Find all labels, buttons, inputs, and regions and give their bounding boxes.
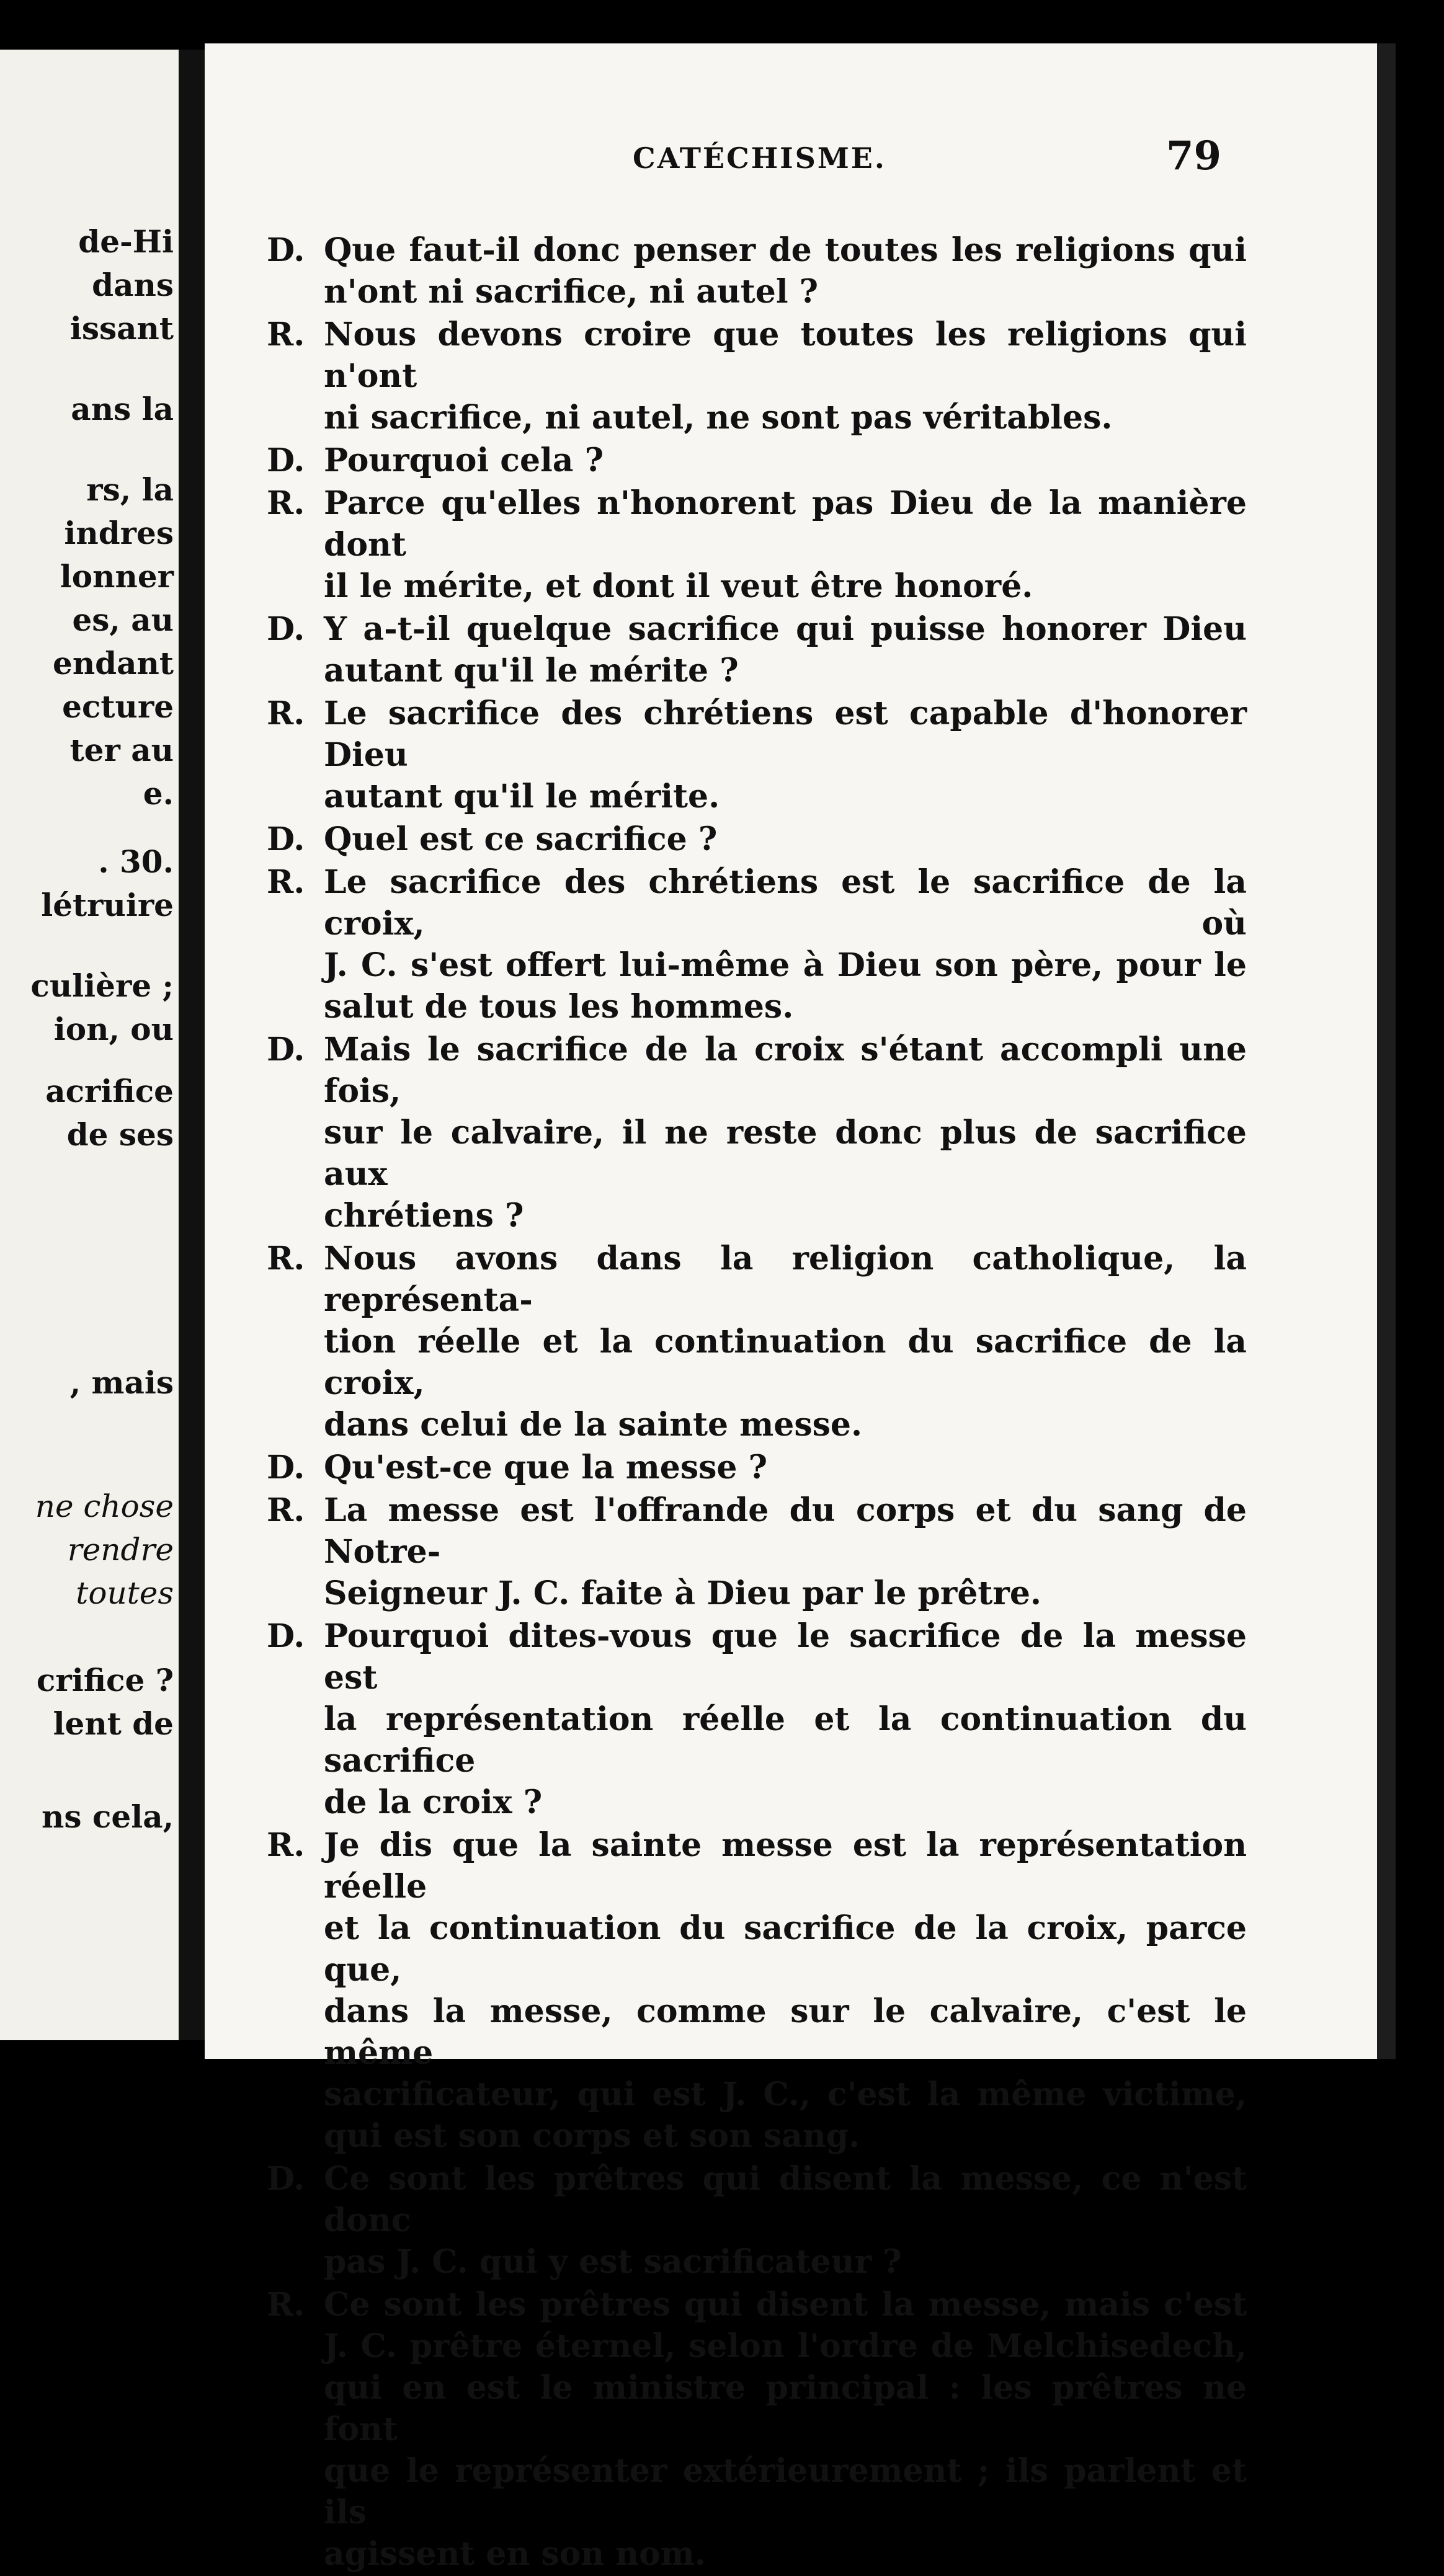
entry-text: [324, 440, 1247, 481]
entry-marker: D.: [267, 1449, 305, 1486]
answer-entry: [267, 1490, 1247, 1614]
text-line: Pourquoi dites-vous que le sacrifice de la messe est: [324, 1617, 1247, 1697]
text-line: salut de tous les hommes.: [324, 988, 794, 1026]
left-page-text-fragment: rendre: [67, 1532, 174, 1568]
text-line: autant qu'il le mérite ?: [324, 652, 739, 690]
text-line: Mais le sacrifice de la croix s'étant accompli une fois,: [324, 1031, 1247, 1110]
text-line: sur le calvaire, il ne reste donc plus de sacrifice aux: [324, 1114, 1247, 1193]
page-number: 79: [1166, 133, 1222, 179]
text-line: que le représenter extérieurement ; ils parlent et ils: [324, 2452, 1247, 2531]
running-head: CATÉCHISME.: [633, 141, 886, 175]
text-line: la représentation réelle et la continuation du sacrifice: [324, 1700, 1247, 1780]
entry-text: [324, 1824, 1247, 2157]
text-line: Je dis que la sainte messe est la représentation réelle: [324, 1826, 1247, 1906]
text-line: tion réelle et la continuation du sacrifice de la croix,: [324, 1323, 1247, 1402]
left-page-text-fragment: lonner: [60, 558, 174, 595]
text-line: n'ont ni sacrifice, ni autel ?: [324, 273, 819, 311]
text-line: Seigneur J. C. faite à Dieu par le prêtre.: [324, 1574, 1041, 1612]
entry-text: [324, 2158, 1247, 2283]
entry-marker: R.: [267, 2286, 305, 2324]
text-line: qui en est le ministre principal : les prêtres ne font: [324, 2369, 1247, 2448]
text-line: Ce sont les prêtres qui disent la messe, ce n'est donc: [324, 2160, 1247, 2239]
text-line: Nous devons croire que toutes les religions qui n'ont: [324, 316, 1247, 395]
question-entry: [267, 1615, 1247, 1823]
entry-marker: R.: [267, 1240, 305, 1277]
entry-marker: R.: [267, 484, 305, 522]
entry-text: [324, 1490, 1247, 1614]
text-line: dans la messe, comme sur le calvaire, c'est le même: [324, 1992, 1247, 2072]
left-page-text-fragment: de-Hi: [78, 223, 174, 260]
answer-entry: [267, 482, 1247, 607]
question-entry: [267, 1447, 1247, 1488]
left-page-text-fragment: crifice ?: [36, 1662, 174, 1699]
catechism-qa-list: [267, 229, 1247, 2576]
page-header: [205, 133, 1377, 180]
question-entry: [267, 819, 1247, 860]
entry-marker: R.: [267, 316, 305, 353]
text-line: sacrificateur, qui est J. C., c'est la même victime,: [324, 2076, 1247, 2113]
entry-marker: D.: [267, 1617, 305, 1655]
text-line: pas J. C. qui y est sacrificateur ?: [324, 2243, 902, 2281]
left-page-text-fragment: ter au: [69, 732, 174, 768]
text-line: et la continuation du sacrifice de la croix, parce que,: [324, 1909, 1247, 1989]
question-entry: [267, 2158, 1247, 2283]
text-line: Pourquoi cela ?: [324, 442, 604, 479]
text-line: Le sacrifice des chrétiens est capable d'honorer Dieu: [324, 695, 1247, 774]
text-line: Le sacrifice des chrétiens est le sacrifice de la croix, où: [324, 863, 1247, 943]
left-page-text-fragment: ecture: [62, 688, 174, 725]
text-line: Quel est ce sacrifice ?: [324, 820, 718, 858]
entry-text: [324, 1447, 1247, 1488]
left-page-text-fragment: indres: [64, 515, 174, 551]
answer-entry: [267, 1238, 1247, 1446]
text-line: Ce sont les prêtres qui disent la messe, mais c'est: [324, 2286, 1247, 2324]
question-entry: [267, 608, 1247, 691]
entry-marker: D.: [267, 231, 305, 269]
left-page-text-fragment: , mais: [69, 1364, 174, 1401]
left-page-text-fragment: rs, la: [86, 471, 174, 508]
text-line: autant qu'il le mérite.: [324, 778, 720, 815]
entry-text: [324, 229, 1247, 313]
answer-entry: [267, 1824, 1247, 2157]
answer-entry: [267, 2284, 1247, 2575]
left-page-text-fragment: es, au: [72, 602, 174, 638]
left-page-text-fragment: ion, ou: [53, 1011, 174, 1047]
left-page-text-fragment: dans: [92, 267, 174, 303]
entry-marker: D.: [267, 820, 305, 858]
text-line: Nous avons dans la religion catholique, la représenta-: [324, 1240, 1247, 1319]
entry-text: [324, 819, 1247, 860]
left-page-text-fragment: toutes: [76, 1575, 174, 1611]
text-line: Y a-t-il quelque sacrifice qui puisse honorer Dieu: [324, 610, 1247, 648]
answer-entry: [267, 693, 1247, 817]
left-page-text-fragment: létruire: [41, 887, 174, 923]
entry-marker: R.: [267, 1826, 305, 1864]
text-line: il le mérite, et dont il veut être honoré.: [324, 567, 1033, 605]
entry-marker: R.: [267, 695, 305, 732]
entry-text: [324, 314, 1247, 438]
answer-entry: [267, 861, 1247, 1028]
text-line: J. C. prêtre éternel, selon l'ordre de Melchisedech,: [324, 2327, 1247, 2365]
left-page-text-fragment: ns cela,: [42, 1798, 174, 1835]
left-page-text-fragment: e.: [143, 775, 174, 812]
answer-entry: [267, 314, 1247, 438]
left-page-fragment: [0, 50, 179, 2040]
text-line: La messe est l'offrande du corps et du sang de Notre-: [324, 1491, 1247, 1571]
text-line: Que faut-il donc penser de toutes les religions qui: [324, 231, 1247, 269]
entry-marker: R.: [267, 1491, 305, 1529]
question-entry: [267, 440, 1247, 481]
left-page-text-fragment: acrifice: [45, 1073, 174, 1109]
book-gutter: [179, 50, 205, 2040]
entry-text: [324, 482, 1247, 607]
text-line: Qu'est-ce que la messe ?: [324, 1449, 768, 1486]
text-line: dans celui de la sainte messe.: [324, 1406, 863, 1444]
entry-marker: D.: [267, 1031, 305, 1068]
entry-marker: R.: [267, 863, 305, 901]
text-line: chrétiens ?: [324, 1197, 524, 1235]
entry-marker: D.: [267, 2160, 305, 2198]
entry-marker: D.: [267, 442, 305, 479]
entry-marker: D.: [267, 610, 305, 648]
entry-text: [324, 608, 1247, 691]
entry-text: [324, 1238, 1247, 1446]
entry-text: [324, 861, 1247, 1028]
entry-text: [324, 2284, 1247, 2575]
left-page-text-fragment: de ses: [66, 1116, 174, 1153]
left-page-text-fragment: culière ;: [30, 967, 174, 1004]
left-page-text-fragment: . 30.: [98, 843, 174, 880]
left-page-text-fragment: endant: [53, 645, 174, 682]
left-page-text-fragment: issant: [69, 310, 174, 347]
text-line: Parce qu'elles n'honorent pas Dieu de la manière dont: [324, 484, 1247, 564]
entry-text: [324, 1029, 1247, 1237]
left-page-text-fragment: ne chose: [35, 1488, 174, 1524]
entry-text: [324, 693, 1247, 817]
text-line: J. C. s'est offert lui-même à Dieu son père, pour le: [324, 946, 1247, 984]
left-page-text-fragment: lent de: [53, 1705, 174, 1742]
entry-text: [324, 1615, 1247, 1823]
question-entry: [267, 229, 1247, 313]
text-line: de la croix ?: [324, 1783, 543, 1821]
question-entry: [267, 1029, 1247, 1237]
left-page-text-fragment: ans la: [71, 391, 174, 427]
text-line: qui est son corps et son sang.: [324, 2117, 860, 2155]
text-line: agissent en son nom.: [324, 2535, 706, 2573]
right-page: [205, 43, 1396, 2573]
text-line: ni sacrifice, ni autel, ne sont pas véritables.: [324, 399, 1113, 437]
